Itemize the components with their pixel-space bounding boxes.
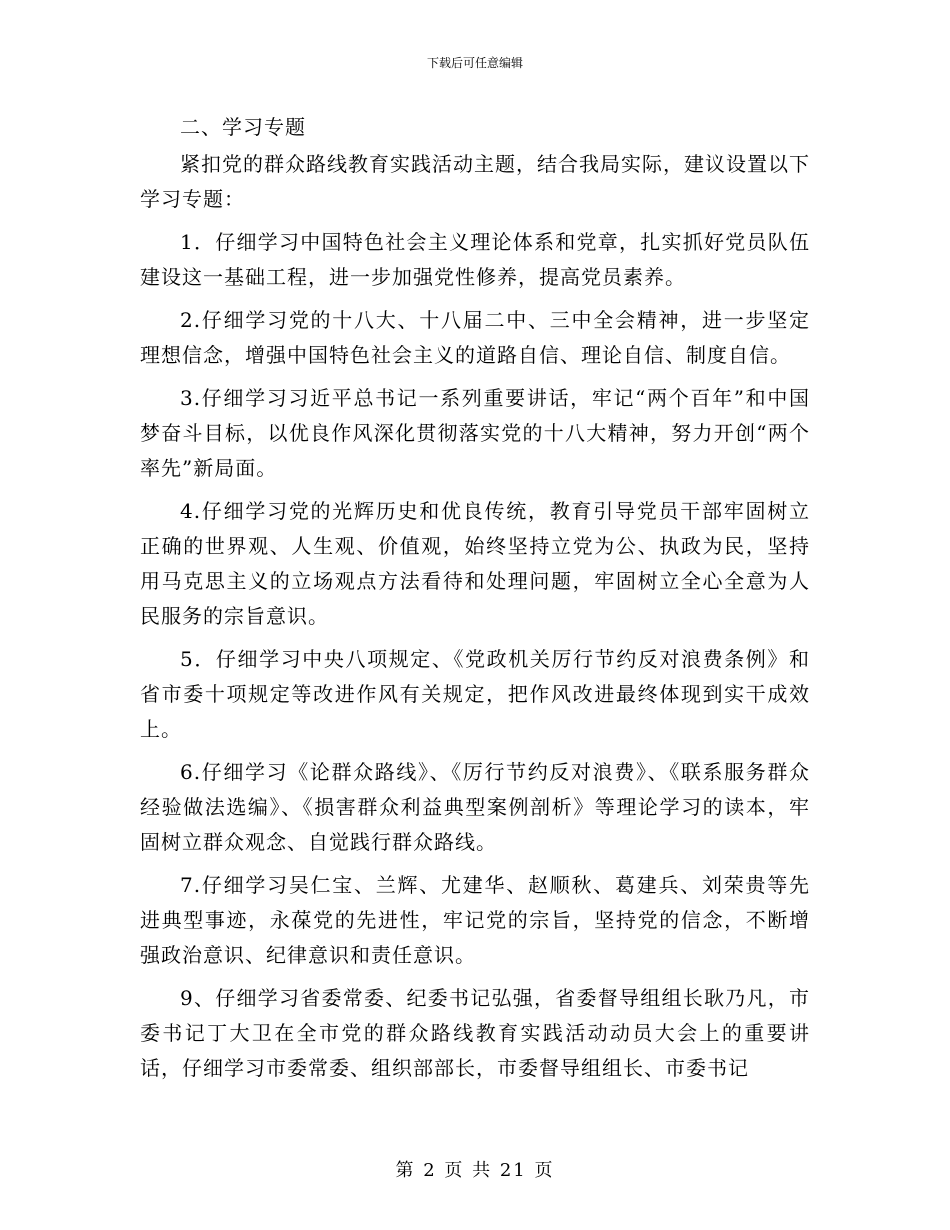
paragraph-item-9: 9、仔细学习省委常委、纪委书记弘强，省委督导组组长耿乃凡，市委书记丁大卫在全市党的群众路线教育实践活动动员大会上的重要讲话，仔细学习市委常委、组织部部长，市委督导组组长、市委书记 <box>140 986 810 1080</box>
section-title: 二、学习专题 <box>180 115 306 139</box>
document-body <box>140 110 810 1094</box>
paragraph-item-4: 4.仔细学习党的光辉历史和优良传统，教育引导党员干部牢固树立正确的世界观、人生观、价值观，始终坚持立党为公、执政为民，坚持用马克思主义的立场观点方法看待和处理问题，牢固树立全心全意为人民服务的宗旨意识。 <box>140 499 810 628</box>
paragraph-item-7: 7.仔细学习吴仁宝、兰辉、尤建华、赵顺秋、葛建兵、刘荣贵等先进典型事迹，永葆党的先进性，牢记党的宗旨，坚持党的信念，不断增强政治意识、纪律意识和责任意识。 <box>140 873 810 967</box>
paragraph-item-2: 2.仔细学习党的十八大、十八届二中、三中全会精神，进一步坚定理想信念，增强中国特色社会主义的道路自信、理论自信、制度自信。 <box>140 308 810 367</box>
paragraph-intro: 紧扣党的群众路线教育实践活动主题，结合我局实际，建议设置以下学习专题： <box>140 152 810 211</box>
page-footer: 第 2 页 共 21 页 <box>395 1160 555 1181</box>
paragraph-item-3: 3.仔细学习习近平总书记一系列重要讲话，牢记“两个百年”和中国梦奋斗目标，以优良作风深化贯彻落实党的十八大精神，努力开创“两个率先”新局面。 <box>140 386 810 480</box>
paragraph-item-5: 5．仔细学习中央八项规定、《党政机关厉行节约反对浪费条例》和省市委十项规定等改进作风有关规定，把作风改进最终体现到实干成效上。 <box>140 647 810 741</box>
page-header: 下载后可任意编辑 <box>426 56 523 70</box>
paragraph-item-6: 6.仔细学习《论群众路线》、《厉行节约反对浪费》、《联系服务群众经验做法选编》、《损害群众利益典型案例剖析》等理论学习的读本，牢固树立群众观念、自觉践行群众路线。 <box>140 760 810 854</box>
paragraph-item-1: 1．仔细学习中国特色社会主义理论体系和党章，扎实抓好党员队伍建设这一基础工程，进一步加强党性修养，提高党员素养。 <box>140 230 810 289</box>
